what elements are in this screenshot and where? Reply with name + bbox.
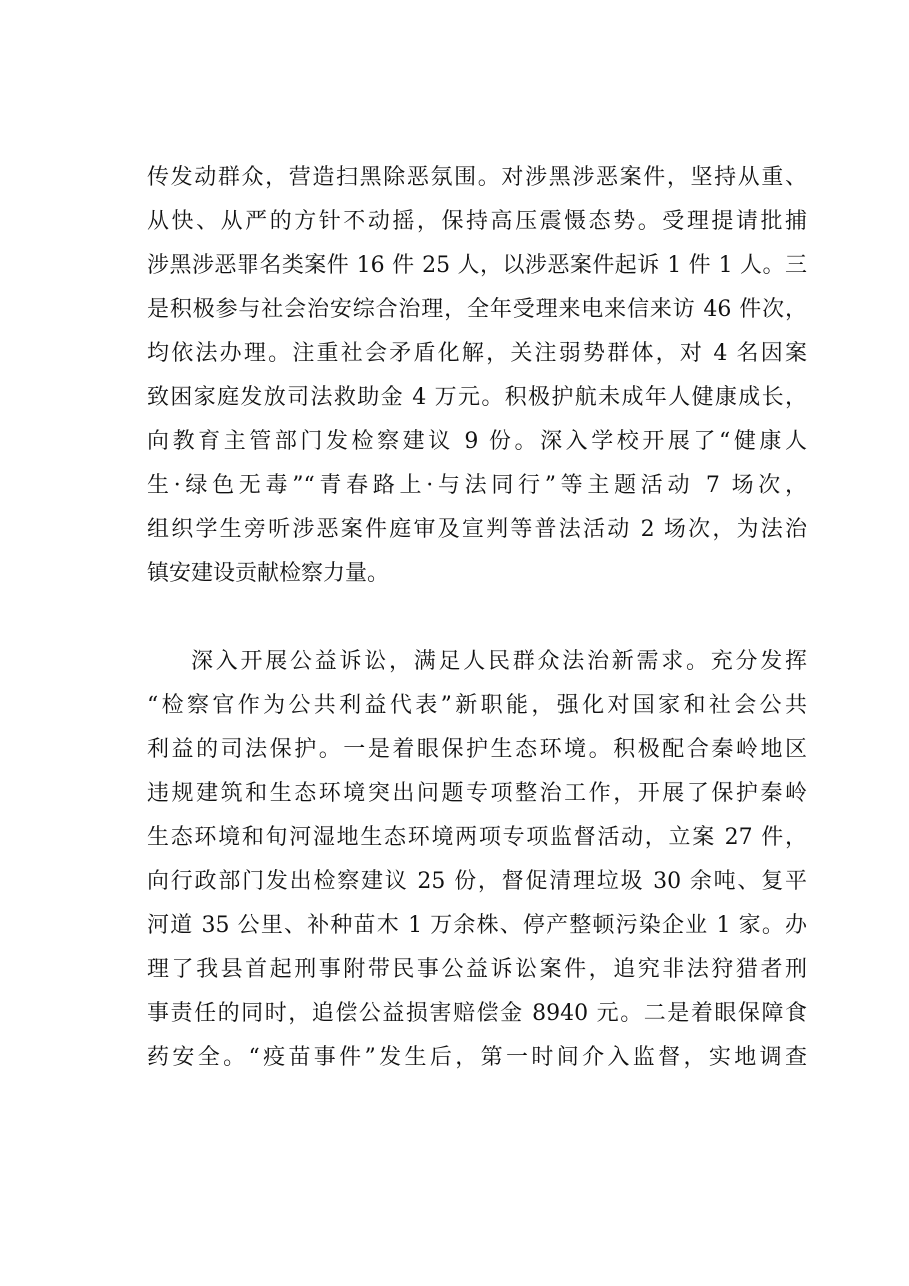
text-line: 河道 35 公里、补种苗木 1 万余株、停产整顿污染企业 1 家。办 bbox=[147, 913, 807, 938]
text-line: 向行政部门发出检察建议 25 份，督促清理垃圾 30 余吨、复平 bbox=[147, 869, 807, 894]
text-line: 利益的司法保护。一是着眼保护生态环境。积极配合秦岭地区 bbox=[147, 737, 807, 762]
text-line-indented: 深入开展公益诉讼，满足人民群众法治新需求。充分发挥 bbox=[191, 649, 807, 674]
text-line: “检察官作为公共利益代表”新职能，强化对国家和社会公共 bbox=[147, 693, 807, 718]
text-line: 生·绿色无毒”“青春路上·与法同行”等主题活动 7 场次， bbox=[147, 473, 807, 498]
text-line: 是积极参与社会治安综合治理，全年受理来电来信来访 46 件次， bbox=[147, 297, 807, 322]
text-line: 致困家庭发放司法救助金 4 万元。积极护航未成年人健康成长， bbox=[147, 385, 807, 410]
text-line: 从快、从严的方针不动摇，保持高压震慑态势。受理提请批捕 bbox=[147, 209, 807, 234]
text-line: 事责任的同时，追偿公益损害赔偿金 8940 元。二是着眼保障食 bbox=[147, 1001, 807, 1026]
text-line: 镇安建设贡献检察力量。 bbox=[147, 561, 390, 586]
text-line: 生态环境和旬河湿地生态环境两项专项监督活动，立案 27 件， bbox=[147, 825, 807, 850]
text-line: 传发动群众，营造扫黑除恶氛围。对涉黑涉恶案件，坚持从重、 bbox=[147, 165, 807, 190]
text-line: 涉黑涉恶罪名类案件 16 件 25 人，以涉恶案件起诉 1 件 1 人。三 bbox=[147, 253, 807, 278]
text-line: 组织学生旁听涉恶案件庭审及宣判等普法活动 2 场次，为法治 bbox=[147, 517, 807, 542]
text-line: 药安全。“疫苗事件”发生后，第一时间介入监督，实地调查 bbox=[147, 1045, 807, 1070]
text-line: 违规建筑和生态环境突出问题专项整治工作，开展了保护秦岭 bbox=[147, 781, 807, 806]
text-line: 均依法办理。注重社会矛盾化解，关注弱势群体，对 4 名因案 bbox=[147, 341, 807, 366]
text-line: 向教育主管部门发检察建议 9 份。深入学校开展了“健康人 bbox=[147, 429, 807, 454]
text-line: 理了我县首起刑事附带民事公益诉讼案件，追究非法狩猎者刑 bbox=[147, 957, 807, 982]
